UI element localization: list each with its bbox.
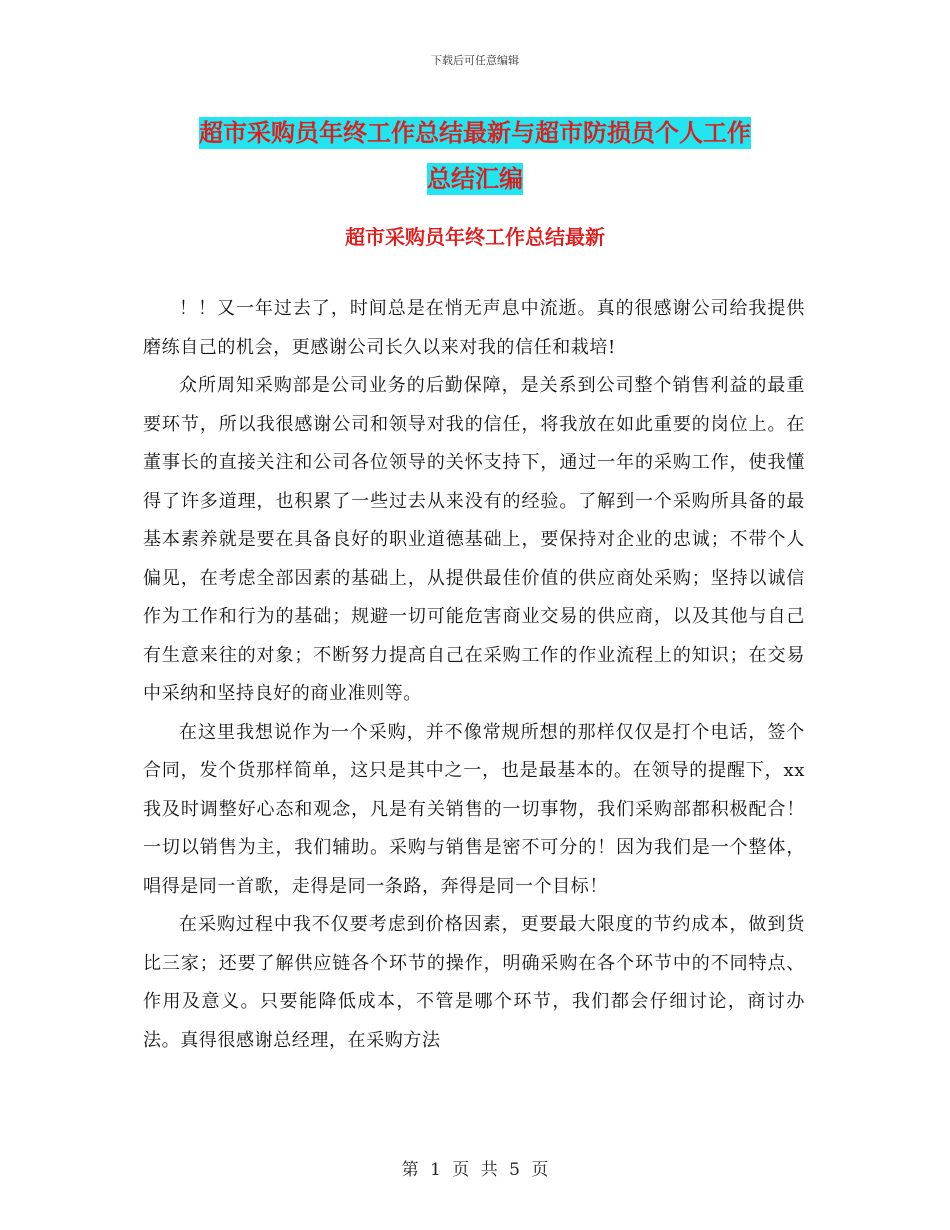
paragraph-4: 在采购过程中我不仅要考虑到价格因素，更要最大限度的节约成本，做到货比三家；还要了解供应链各个环节的操作，明确采购在各个环节中的不同特点、作用及意义。只要能降低成本，不管是哪个环节，我们都会仔细讨论，商讨办法。真得很感谢总经理，在采购方法 bbox=[143, 914, 805, 1051]
paragraph-3: 在这里我想说作为一个采购，并不像常规所想的那样仅仅是打个电话，签个合同，发个货那样简单，这只是其中之一，也是最基本的。在领导的提醒下，xx我及时调整好心态和观念，凡是有关销售的一切事物，我们采购部都积极配合！一切以销售为主，我们辅助。采购与销售是密不可分的！因为我们是一个整体，唱得是同一首歌，走得是同一条路，奔得是同一个目标！ bbox=[143, 721, 805, 897]
header-note: 下载后可任意编辑 bbox=[431, 54, 519, 67]
paragraph-1: ！！又一年过去了，时间总是在悄无声息中流逝。真的很感谢公司给我提供磨练自己的机会，更感谢公司长久以来对我的信任和栽培! bbox=[143, 298, 805, 358]
document-title-line-1: 超市采购员年终工作总结最新与超市防损员个人工作 bbox=[199, 119, 751, 147]
page-number-footer: 第 1 页 共 5 页 bbox=[401, 1160, 549, 1180]
document-title bbox=[150, 110, 800, 202]
document-title-line-2: 总结汇编 bbox=[427, 165, 523, 193]
section-title: 超市采购员年终工作总结最新 bbox=[345, 225, 605, 249]
paragraph-2: 众所周知采购部是公司业务的后勤保障，是关系到公司整个销售利益的最重要环节，所以我很感谢公司和领导对我的信任，将我放在如此重要的岗位上。在董事长的直接关注和公司各位领导的关怀支持下，通过一年的采购工作，使我懂得了许多道理，也积累了一些过去从来没有的经验。了解到一个采购所具备的最基本素养就是要在具备良好的职业道德基础上，要保持对企业的忠诚；不带个人偏见，在考虑全部因素的基础上，从提供最佳价值的供应商处采购；坚持以诚信作为工作和行为的基础；规避一切可能危害商业交易的供应商，以及其他与自己有生意来往的对象；不断努力提高自己在采购工作的作业流程上的知识；在交易中采纳和坚持良好的商业准则等。 bbox=[143, 375, 805, 704]
body-text bbox=[143, 290, 805, 1060]
